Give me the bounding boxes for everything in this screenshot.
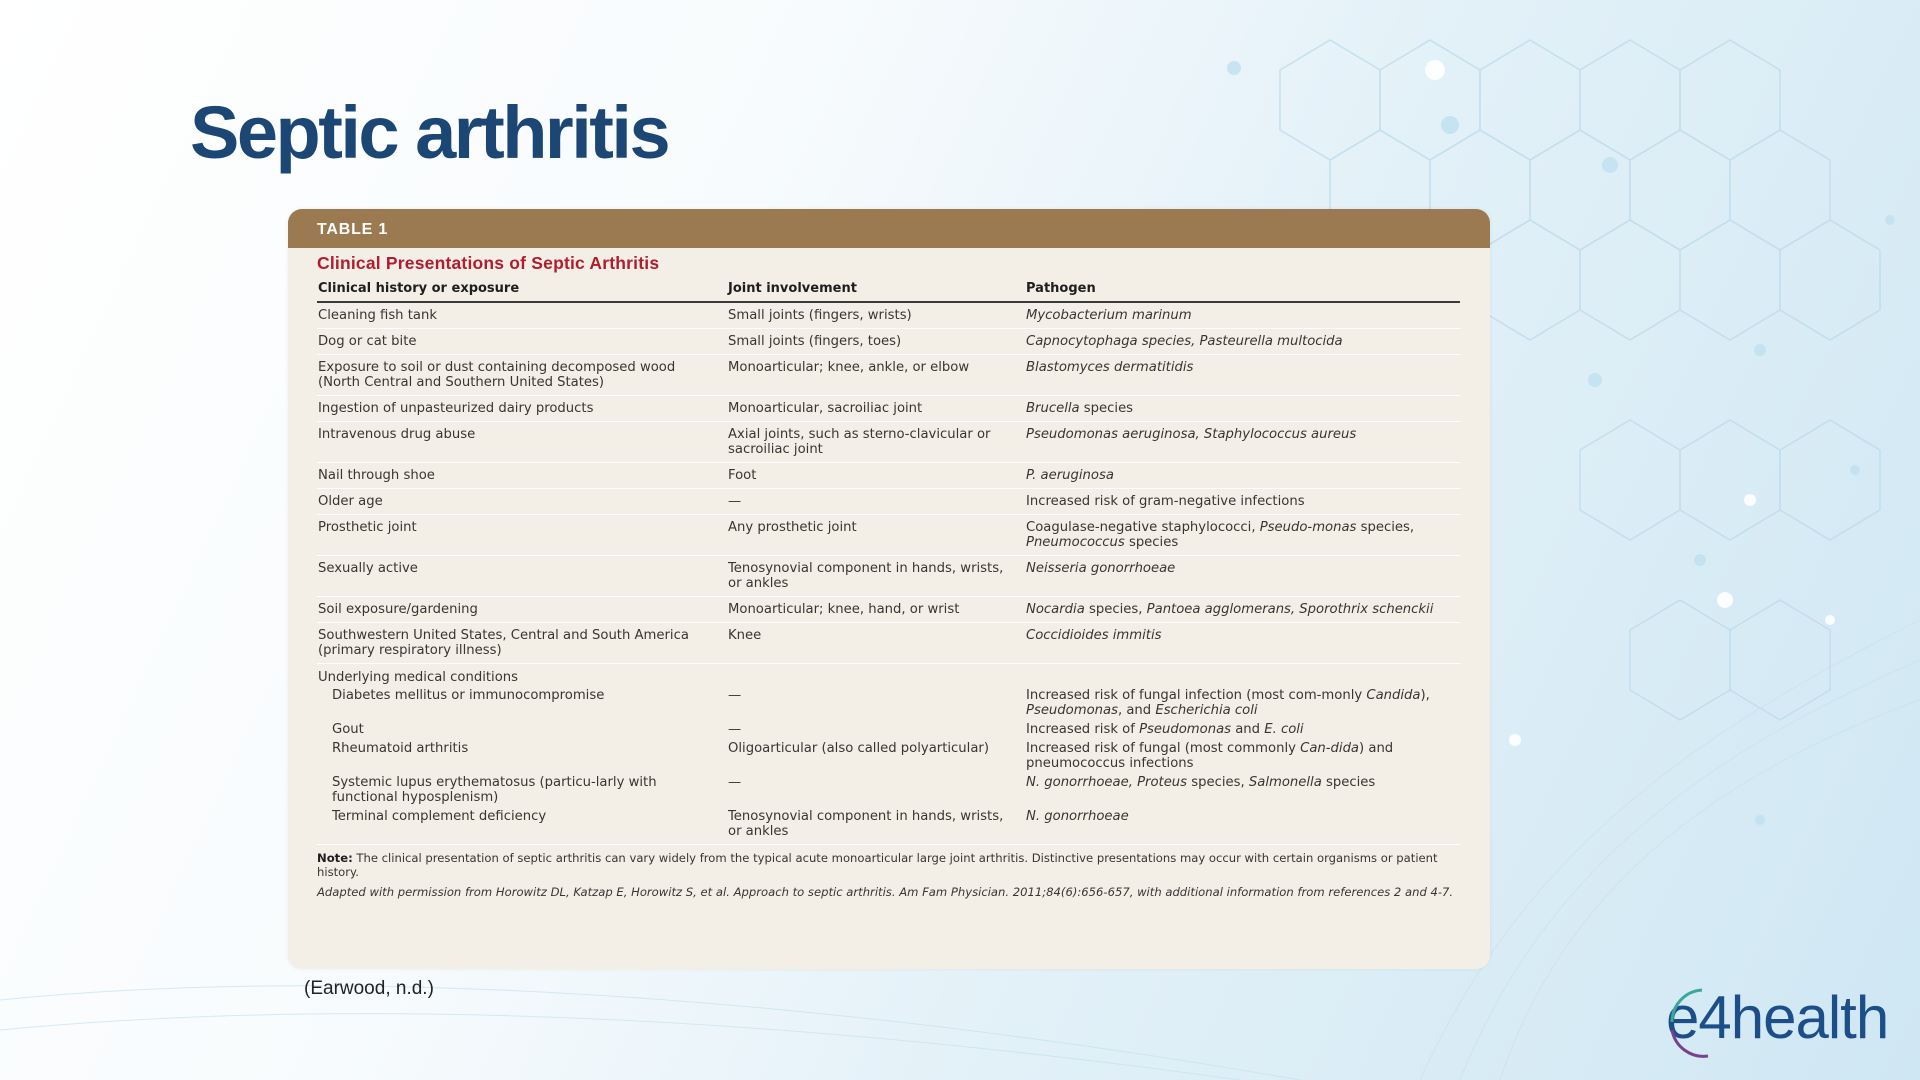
- logo-arc-icon: [1662, 982, 1732, 1062]
- pathogen-name: Pneumococcus: [1026, 535, 1125, 550]
- joint-cell: Oligoarticular (also called polyarticular): [728, 741, 989, 756]
- joint-cell: —: [728, 775, 742, 790]
- table-header-row: [317, 278, 1460, 302]
- column-header: Pathogen: [1025, 278, 1460, 302]
- pathogen-name: Coccidioides immitis: [1026, 628, 1162, 643]
- table-row: [317, 686, 1460, 720]
- note-label: Note:: [317, 851, 353, 865]
- slide-title: Septic arthritis: [190, 91, 669, 174]
- pathogen-cell: [1025, 597, 1460, 623]
- table-row: [317, 623, 1460, 664]
- exposure-cell: Ingestion of unpasteurized dairy products: [317, 396, 727, 422]
- joint-cell: —: [727, 489, 1025, 515]
- joint-cell: Monoarticular, sacroiliac joint: [727, 396, 1025, 422]
- pathogen-cell: [1025, 739, 1460, 773]
- pathogen-cell: [1025, 807, 1460, 845]
- joint-cell: Tenosynovial component in hands, wrists, or ankles: [727, 556, 1025, 597]
- table-row: [317, 597, 1460, 623]
- pathogen-name: N. gonorrhoeae: [1026, 809, 1129, 824]
- pathogen-cell: [1025, 489, 1460, 515]
- table-row: [317, 807, 1460, 845]
- pathogen-cell: [1025, 355, 1460, 396]
- pathogen-name: Can-dida: [1300, 741, 1360, 756]
- empty-cell: [1025, 664, 1460, 687]
- pathogen-cell: [1025, 623, 1460, 664]
- exposure-cell: Sexually active: [317, 556, 727, 597]
- column-header: Joint involvement: [727, 278, 1025, 302]
- pathogen-name: Pseudo-monas: [1259, 520, 1357, 535]
- exposure-cell: Older age: [317, 489, 727, 515]
- e4health-logo: [1666, 984, 1889, 1051]
- pathogen-text: Coagulase-negative staphylococci,: [1026, 520, 1260, 535]
- note-text: The clinical presentation of septic arthritis can vary widely from the typical acute monoarticular large joint arthritis. Distinctive presentations may occur with certain organisms or patient history.: [317, 851, 1438, 879]
- pathogen-name: Salmonella: [1248, 775, 1322, 790]
- pathogen-name: Pantoea agglomerans, Sporothrix schenckii: [1146, 602, 1434, 617]
- pathogen-name: Pseudomonas aeruginosa, Staphylococcus aureus: [1026, 427, 1357, 442]
- joint-cell: Small joints (fingers, wrists): [727, 302, 1025, 329]
- table-row: [317, 302, 1460, 329]
- pathogen-cell: [1025, 556, 1460, 597]
- table-row: [317, 422, 1460, 463]
- pathogen-name: E. coli: [1264, 722, 1304, 737]
- pathogen-cell: [1025, 686, 1460, 720]
- table-row: [317, 773, 1460, 807]
- pathogen-text: species: [1124, 535, 1179, 550]
- exposure-cell: Exposure to soil or dust containing decomposed wood (North Central and Southern United States): [317, 355, 727, 396]
- pathogen-name: Neisseria gonorrhoeae: [1026, 561, 1176, 576]
- pathogen-name: Mycobacterium marinum: [1026, 308, 1192, 323]
- pathogen-text: species,: [1187, 775, 1249, 790]
- source-attribution: Adapted with permission from Horowitz DL, Katzap E, Horowitz S, et al. Approach to septic arthritis. Am Fam Physician. 2011;84(6):656-657, with additional information from references 2 and 4-7.: [317, 885, 1454, 899]
- joint-cell: —: [728, 688, 742, 703]
- joint-cell: Small joints (fingers, toes): [727, 329, 1025, 355]
- table-row: [317, 396, 1460, 422]
- empty-cell: [727, 664, 1025, 687]
- joint-cell: Tenosynovial component in hands, wrists, or ankles: [727, 807, 1025, 845]
- pathogen-cell: [1025, 422, 1460, 463]
- exposure-cell: Soil exposure/gardening: [317, 597, 727, 623]
- pathogen-name: Capnocytophaga species, Pasteurella multocida: [1026, 334, 1343, 349]
- exposure-cell: Intravenous drug abuse: [317, 422, 727, 463]
- pathogen-text: species,: [1084, 602, 1147, 617]
- exposure-cell: Dog or cat bite: [317, 329, 727, 355]
- joint-cell: Any prosthetic joint: [727, 515, 1025, 556]
- joint-cell: Axial joints, such as sterno-clavicular or sacroiliac joint: [727, 422, 1025, 463]
- joint-cell: Monoarticular; knee, ankle, or elbow: [727, 355, 1025, 396]
- pathogen-text: species: [1079, 401, 1134, 416]
- condition-cell: Diabetes mellitus or immunocompromise: [332, 688, 605, 703]
- table-row: [317, 720, 1460, 739]
- joint-cell: —: [728, 722, 742, 737]
- pathogen-cell: [1025, 720, 1460, 739]
- pathogen-cell: [1025, 396, 1460, 422]
- pathogen-text: ) and pneumococcus infections: [1026, 741, 1394, 771]
- table-row: [317, 463, 1460, 489]
- pathogen-cell: [1025, 773, 1460, 807]
- pathogen-name: Nocardia: [1026, 602, 1085, 617]
- pathogen-cell: [1025, 463, 1460, 489]
- joint-cell: Foot: [727, 463, 1025, 489]
- pathogen-text: species: [1321, 775, 1376, 790]
- joint-cell: Knee: [727, 623, 1025, 664]
- condition-cell: Rheumatoid arthritis: [332, 741, 469, 756]
- pathogen-name: Candida: [1366, 688, 1421, 703]
- pathogen-text: species,: [1356, 520, 1415, 535]
- condition-cell: Terminal complement deficiency: [317, 807, 727, 845]
- exposure-cell: Prosthetic joint: [317, 515, 727, 556]
- pathogen-cell: [1025, 329, 1460, 355]
- group-label: Underlying medical conditions: [318, 670, 518, 685]
- pathogen-text: Increased risk of fungal (most commonly: [1026, 741, 1301, 756]
- table-row: [317, 556, 1460, 597]
- condition-cell: Systemic lupus erythematosus (particu-larly with functional hyposplenism): [332, 775, 657, 805]
- citation: (Earwood, n.d.): [304, 978, 434, 999]
- condition-cell: Gout: [332, 722, 364, 737]
- pathogen-text: , and: [1117, 703, 1156, 718]
- pathogen-name: N. gonorrhoeae, Proteus: [1026, 775, 1188, 790]
- pathogen-text: and: [1231, 722, 1265, 737]
- pathogen-name: P. aeruginosa: [1026, 468, 1114, 483]
- pathogen-text: ),: [1420, 688, 1430, 703]
- table-row: [317, 329, 1460, 355]
- column-header: Clinical history or exposure: [317, 278, 727, 302]
- exposure-cell: Nail through shoe: [317, 463, 727, 489]
- pathogen-cell: [1025, 515, 1460, 556]
- logo-text: e4health: [1666, 984, 1889, 1051]
- table-row: [317, 489, 1460, 515]
- pathogen-name: Escherichia coli: [1155, 703, 1258, 718]
- table-row: [317, 355, 1460, 396]
- table-title: Clinical Presentations of Septic Arthritis: [317, 253, 660, 273]
- pathogen-name: Pseudomonas: [1026, 703, 1118, 718]
- pathogen-text: Increased risk of gram-negative infections: [1026, 494, 1305, 509]
- exposure-cell: Cleaning fish tank: [317, 302, 727, 329]
- pathogen-name: Brucella: [1026, 401, 1080, 416]
- exposure-cell: Southwestern United States, Central and South America (primary respiratory illness): [317, 623, 727, 664]
- table-row: [317, 739, 1460, 773]
- table-note: [317, 851, 1461, 879]
- clinical-presentations-table: [317, 278, 1460, 845]
- pathogen-text: Increased risk of fungal infection (most com-monly: [1026, 688, 1367, 703]
- pathogen-cell: [1025, 302, 1460, 329]
- group-header-row: [317, 664, 1460, 687]
- table-card: [288, 209, 1490, 969]
- joint-cell: Monoarticular; knee, hand, or wrist: [727, 597, 1025, 623]
- pathogen-name: Blastomyces dermatitidis: [1026, 360, 1194, 375]
- pathogen-text: Increased risk of: [1026, 722, 1140, 737]
- pathogen-name: Pseudomonas: [1139, 722, 1232, 737]
- table-row: [317, 515, 1460, 556]
- table-label: TABLE 1: [288, 209, 1490, 248]
